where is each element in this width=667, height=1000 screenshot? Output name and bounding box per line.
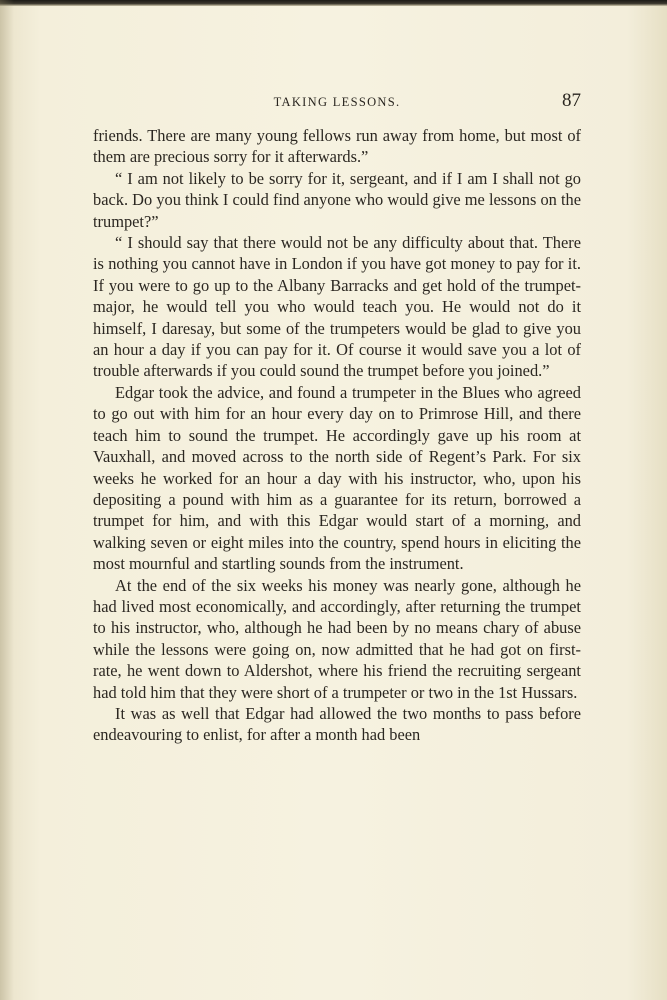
body-text — [93, 125, 581, 746]
paragraph: “ I am not likely to be sorry for it, sergeant, and if I am I shall not go back. Do you think I could find anyone who would give me lessons on the trumpet?” — [93, 168, 581, 231]
paragraph: “ I should say that there would not be any difficulty about that. There is nothing you cannot have in London if you have got money to pay for it. If you were to go up to the Albany Barracks and get hold of the trumpet-major, he would tell you who would teach you. He would not do it himself, I daresay, but some of the trumpeters would be glad to give you an hour a day if you can pay for it. Of course it would save you a lot of trouble afterwards if you could sound the trumpet before you joined.” — [93, 233, 581, 381]
running-head: TAKING LESSONS. — [273, 95, 401, 109]
page-number: 87 — [562, 90, 581, 111]
paragraph: It was as well that Edgar had allowed the two months to pass before endeavouring to enlist, for after a month had been — [93, 703, 581, 745]
page-gutter-shadow — [0, 0, 14, 1000]
paragraph: At the end of the six weeks his money was nearly gone, although he had lived most economically, and accordingly, after returning the trumpet to his instructor, who, although he had been by no means chary of abuse while the lessons were going on, now admitted that he had got on first-rate, he went down to Aldershot, where his friend the recruiting sergeant had told him that they were short of a trumpeter or two in the 1st Hussars. — [93, 575, 581, 702]
paragraph: friends. There are many young fellows run away from home, but most of them are precious sorry for it afterwards.” — [93, 126, 581, 167]
paragraph: Edgar took the advice, and found a trumpeter in the Blues who agreed to go out with him for an hour every day on to Primrose Hill, and there teach him to sound the trumpet. He accordingly gave up his room at Vauxhall, and moved across to the north side of Regent’s Park. For six weeks he worked for an hour a day with his instructor, who, upon his depositing a pound with him as a guarantee for its return, borrowed a trumpet for him, and with this Edgar would start of a morning, and walking seven or eight miles into the country, spend hours in eliciting the most mournful and startling sounds from the instrument. — [93, 382, 581, 574]
page-header — [93, 90, 581, 114]
page-top-edge — [0, 0, 667, 6]
